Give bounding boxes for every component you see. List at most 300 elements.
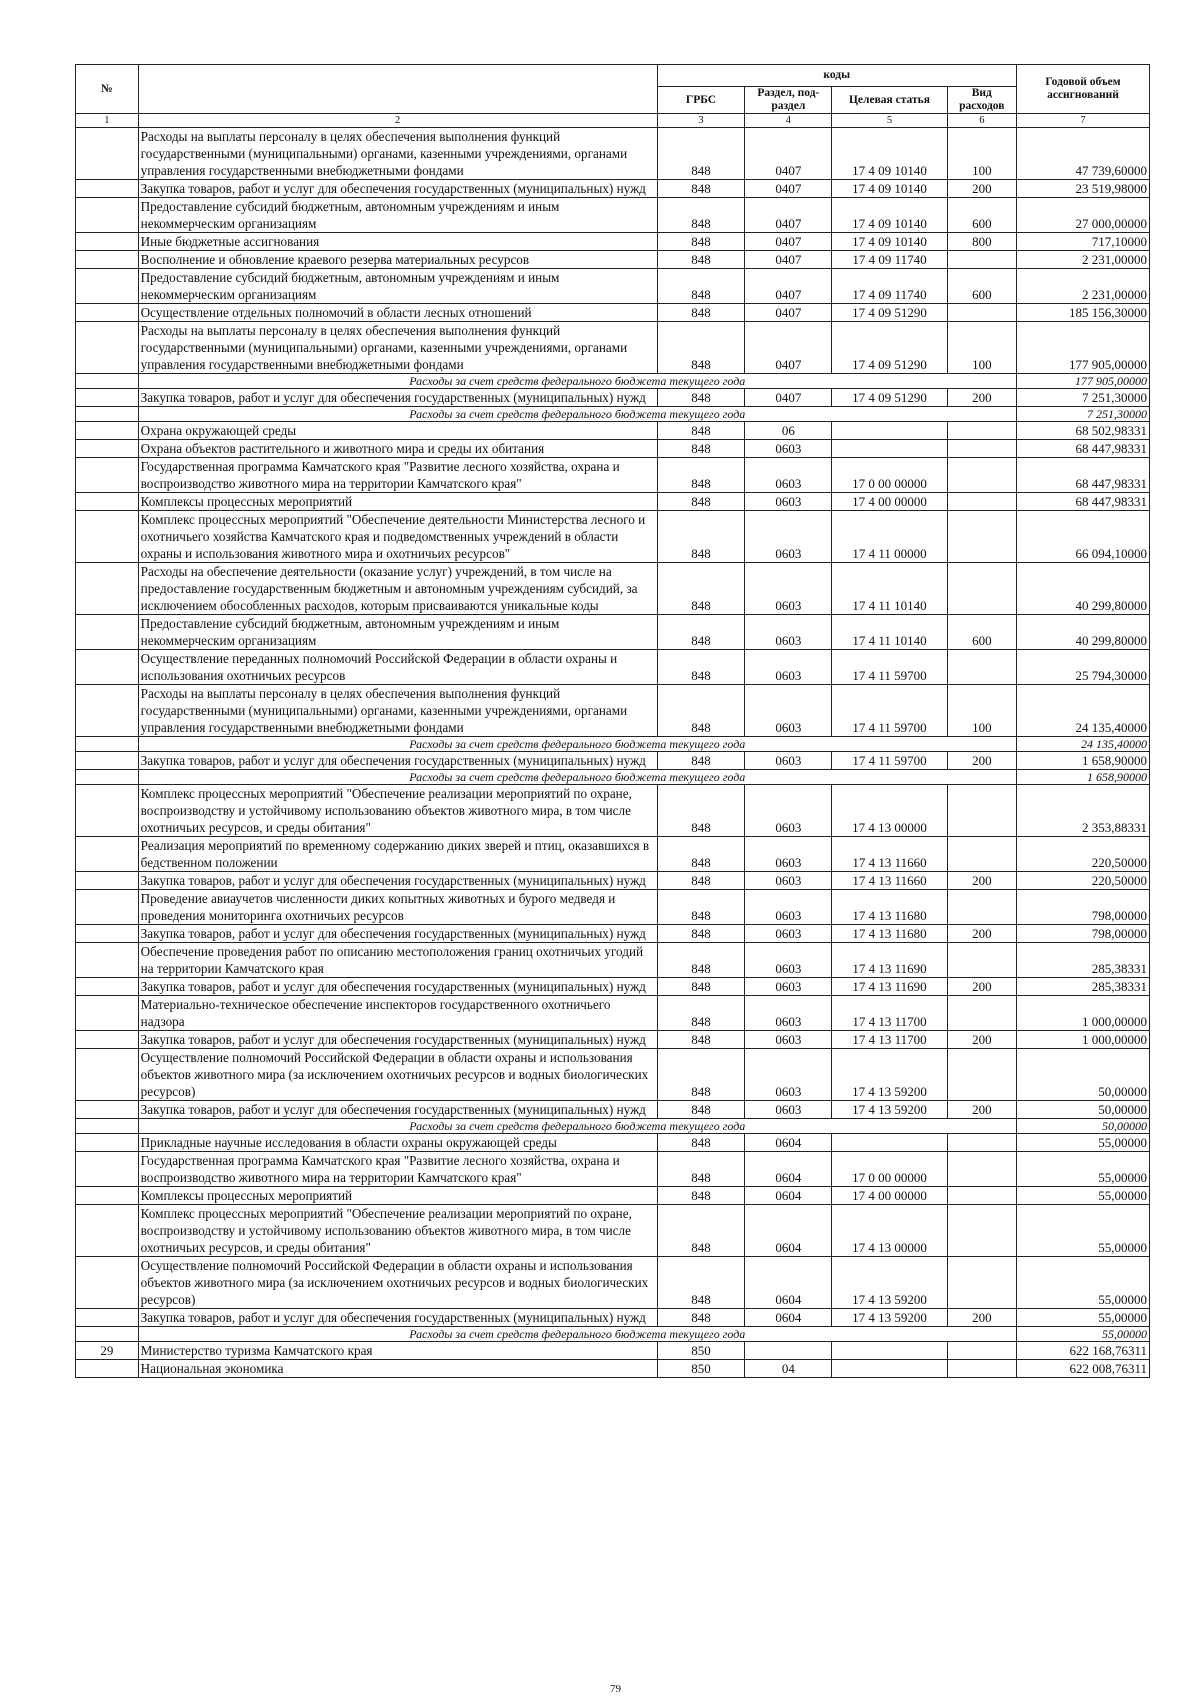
section-cell: 06	[745, 422, 832, 440]
annual-volume-cell: 798,00000	[1016, 890, 1149, 925]
annual-volume-cell: 1 658,90000	[1016, 770, 1149, 785]
annual-volume-cell: 55,00000	[1016, 1327, 1149, 1342]
item-name-cell: Закупка товаров, работ и услуг для обеспечения государственных (муниципальных) нужд	[138, 872, 657, 890]
table-row	[76, 978, 1150, 996]
row-number-cell	[76, 304, 139, 322]
expense-type-cell	[947, 1187, 1016, 1205]
target-item-cell: 17 4 11 10140	[832, 615, 947, 650]
annual-volume-cell: 185 156,30000	[1016, 304, 1149, 322]
section-cell: 0603	[745, 837, 832, 872]
section-cell: 0603	[745, 685, 832, 737]
expense-type-cell: 600	[947, 198, 1016, 233]
expense-type-cell	[947, 422, 1016, 440]
table-row	[76, 1152, 1150, 1187]
item-name-cell: Предоставление субсидий бюджетным, автономным учреждениям и иным некоммерческим организациям	[138, 198, 657, 233]
annual-volume-cell: 1 000,00000	[1016, 996, 1149, 1031]
table-row	[76, 322, 1150, 374]
target-item-cell: 17 4 09 11740	[832, 251, 947, 269]
table-row	[76, 1257, 1150, 1309]
annual-volume-cell: 7 251,30000	[1016, 407, 1149, 422]
section-cell: 0603	[745, 752, 832, 770]
row-number-cell	[76, 1119, 139, 1134]
item-name-cell: Обеспечение проведения работ по описанию местоположения границ охотничьих угодий на территории Камчатского края	[138, 943, 657, 978]
section-cell: 0604	[745, 1205, 832, 1257]
row-number-cell	[76, 943, 139, 978]
annual-volume-cell: 68 447,98331	[1016, 458, 1149, 493]
federal-budget-label: Расходы за счет средств федерального бюджета текущего года	[138, 374, 1016, 389]
federal-budget-label: Расходы за счет средств федерального бюджета текущего года	[138, 1327, 1016, 1342]
annual-volume-cell: 68 447,98331	[1016, 440, 1149, 458]
item-name-cell: Комплексы процессных мероприятий	[138, 1187, 657, 1205]
item-name-cell: Осуществление отдельных полномочий в области лесных отношений	[138, 304, 657, 322]
table-row	[76, 785, 1150, 837]
grbs-cell: 848	[657, 1031, 745, 1049]
target-item-cell	[832, 1134, 947, 1152]
column-number: 2	[138, 114, 657, 128]
item-name-cell: Закупка товаров, работ и услуг для обеспечения государственных (муниципальных) нужд	[138, 1031, 657, 1049]
row-number-cell	[76, 1049, 139, 1101]
expense-type-cell	[947, 1257, 1016, 1309]
item-name-cell: Предоставление субсидий бюджетным, автономным учреждениям и иным некоммерческим организациям	[138, 269, 657, 304]
row-number-cell	[76, 752, 139, 770]
annual-volume-cell: 55,00000	[1016, 1309, 1149, 1327]
row-number-cell	[76, 322, 139, 374]
annual-volume-cell: 2 231,00000	[1016, 251, 1149, 269]
grbs-cell: 850	[657, 1342, 745, 1360]
section-cell: 0603	[745, 440, 832, 458]
annual-volume-cell: 1 000,00000	[1016, 1031, 1149, 1049]
expense-type-cell: 200	[947, 752, 1016, 770]
table-row	[76, 890, 1150, 925]
row-number-cell	[76, 1134, 139, 1152]
item-name-cell: Государственная программа Камчатского края "Развитие лесного хозяйства, охрана и воспроизводство животного мира на территории Камчатского края"	[138, 458, 657, 493]
expense-type-cell: 600	[947, 269, 1016, 304]
federal-budget-row	[76, 770, 1150, 785]
grbs-cell: 848	[657, 1152, 745, 1187]
table-row	[76, 511, 1150, 563]
annual-volume-cell: 177 905,00000	[1016, 322, 1149, 374]
row-number-cell	[76, 1360, 139, 1378]
section-cell: 0603	[745, 615, 832, 650]
grbs-cell: 848	[657, 650, 745, 685]
table-row	[76, 1205, 1150, 1257]
row-number-cell	[76, 1101, 139, 1119]
row-number-cell	[76, 233, 139, 251]
expense-type-cell	[947, 890, 1016, 925]
annual-volume-cell: 24 135,40000	[1016, 737, 1149, 752]
target-item-cell: 17 4 11 10140	[832, 563, 947, 615]
target-item-cell: 17 0 00 00000	[832, 458, 947, 493]
section-cell: 0407	[745, 269, 832, 304]
target-item-cell: 17 4 13 00000	[832, 785, 947, 837]
annual-volume-cell: 50,00000	[1016, 1119, 1149, 1134]
item-name-cell: Расходы на выплаты персоналу в целях обеспечения выполнения функций государственными (муниципальными) органами, казенными учреждениями, органами управления государственными внебюджетными фондами	[138, 685, 657, 737]
section-cell: 0407	[745, 304, 832, 322]
federal-budget-row	[76, 1119, 1150, 1134]
annual-volume-cell: 7 251,30000	[1016, 389, 1149, 407]
item-name-cell: Предоставление субсидий бюджетным, автономным учреждениям и иным некоммерческим организациям	[138, 615, 657, 650]
annual-volume-cell: 798,00000	[1016, 925, 1149, 943]
expense-type-cell	[947, 251, 1016, 269]
target-item-cell: 17 4 13 11700	[832, 1031, 947, 1049]
header-grbs: ГРБС	[657, 87, 745, 114]
table-row	[76, 251, 1150, 269]
header-target-item: Целевая статья	[832, 87, 947, 114]
row-number-cell	[76, 269, 139, 304]
item-name-cell: Закупка товаров, работ и услуг для обеспечения государственных (муниципальных) нужд	[138, 925, 657, 943]
expense-type-cell	[947, 650, 1016, 685]
budget-table-page	[75, 64, 1150, 1378]
row-number-cell	[76, 650, 139, 685]
row-number-cell	[76, 1187, 139, 1205]
expense-type-cell: 200	[947, 925, 1016, 943]
item-name-cell: Закупка товаров, работ и услуг для обеспечения государственных (муниципальных) нужд	[138, 389, 657, 407]
table-row	[76, 1031, 1150, 1049]
section-cell: 0603	[745, 1049, 832, 1101]
section-cell: 0603	[745, 996, 832, 1031]
section-cell: 0603	[745, 493, 832, 511]
expense-type-cell	[947, 785, 1016, 837]
item-name-cell: Комплекс процессных мероприятий "Обеспечение реализации мероприятий по охране, воспроизводству и устойчивому использованию объектов животного мира, в том числе охотничьих ресурсов, и среды обитания"	[138, 1205, 657, 1257]
section-cell: 0603	[745, 563, 832, 615]
section-cell: 0407	[745, 322, 832, 374]
item-name-cell: Комплекс процессных мероприятий "Обеспечение реализации мероприятий по охране, воспроизводству и устойчивому использованию объектов животного мира, в том числе охотничьих ресурсов, и среды обитания"	[138, 785, 657, 837]
grbs-cell: 848	[657, 251, 745, 269]
row-number-cell	[76, 925, 139, 943]
table-row	[76, 996, 1150, 1031]
section-cell: 0407	[745, 233, 832, 251]
target-item-cell: 17 4 09 51290	[832, 389, 947, 407]
table-row	[76, 1342, 1150, 1360]
target-item-cell	[832, 440, 947, 458]
federal-budget-label: Расходы за счет средств федерального бюджета текущего года	[138, 737, 1016, 752]
table-row	[76, 752, 1150, 770]
section-cell: 0604	[745, 1257, 832, 1309]
row-number-cell	[76, 563, 139, 615]
grbs-cell: 848	[657, 563, 745, 615]
annual-volume-cell: 40 299,80000	[1016, 615, 1149, 650]
annual-volume-cell: 55,00000	[1016, 1152, 1149, 1187]
row-number-cell	[76, 1031, 139, 1049]
table-row	[76, 1101, 1150, 1119]
grbs-cell: 848	[657, 180, 745, 198]
federal-budget-label: Расходы за счет средств федерального бюджета текущего года	[138, 1119, 1016, 1134]
row-number-cell	[76, 890, 139, 925]
annual-volume-cell: 40 299,80000	[1016, 563, 1149, 615]
header-name	[138, 65, 657, 114]
grbs-cell: 848	[657, 422, 745, 440]
row-number-cell	[76, 737, 139, 752]
grbs-cell: 848	[657, 128, 745, 180]
table-row	[76, 233, 1150, 251]
expense-type-cell	[947, 1152, 1016, 1187]
row-number-cell	[76, 1205, 139, 1257]
target-item-cell: 17 4 09 10140	[832, 233, 947, 251]
table-row	[76, 422, 1150, 440]
annual-volume-cell: 55,00000	[1016, 1134, 1149, 1152]
table-row	[76, 440, 1150, 458]
target-item-cell: 17 4 11 00000	[832, 511, 947, 563]
table-row	[76, 389, 1150, 407]
header-number: №	[76, 65, 139, 114]
expense-type-cell	[947, 493, 1016, 511]
annual-volume-cell: 285,38331	[1016, 978, 1149, 996]
row-number-cell	[76, 1152, 139, 1187]
table-row	[76, 1309, 1150, 1327]
grbs-cell: 848	[657, 304, 745, 322]
item-name-cell: Комплекс процессных мероприятий "Обеспечение деятельности Министерства лесного и охотничьего хозяйства Камчатского края и подведомственных учреждений в области охраны и использования животного мира и охотничьих ресурсов"	[138, 511, 657, 563]
target-item-cell	[832, 422, 947, 440]
section-cell: 0603	[745, 943, 832, 978]
target-item-cell: 17 4 13 11660	[832, 837, 947, 872]
grbs-cell: 848	[657, 943, 745, 978]
table-row	[76, 128, 1150, 180]
annual-volume-cell: 55,00000	[1016, 1205, 1149, 1257]
table-row	[76, 943, 1150, 978]
expense-type-cell: 100	[947, 322, 1016, 374]
item-name-cell: Охрана объектов растительного и животного мира и среды их обитания	[138, 440, 657, 458]
grbs-cell: 850	[657, 1360, 745, 1378]
expense-type-cell	[947, 563, 1016, 615]
grbs-cell: 848	[657, 1101, 745, 1119]
section-cell: 0604	[745, 1309, 832, 1327]
item-name-cell: Министерство туризма Камчатского края	[138, 1342, 657, 1360]
row-number-cell	[76, 422, 139, 440]
item-name-cell: Государственная программа Камчатского края "Развитие лесного хозяйства, охрана и воспроизводство животного мира на территории Камчатского края"	[138, 1152, 657, 1187]
table-row	[76, 685, 1150, 737]
row-number-cell	[76, 837, 139, 872]
table-row	[76, 1049, 1150, 1101]
header-expense-type: Вид расходов	[947, 87, 1016, 114]
target-item-cell: 17 4 00 00000	[832, 1187, 947, 1205]
target-item-cell: 17 4 13 11690	[832, 978, 947, 996]
row-number-cell	[76, 511, 139, 563]
row-number-cell	[76, 128, 139, 180]
row-number-cell	[76, 493, 139, 511]
target-item-cell: 17 4 13 59200	[832, 1309, 947, 1327]
row-number-cell	[76, 440, 139, 458]
annual-volume-cell: 55,00000	[1016, 1187, 1149, 1205]
target-item-cell: 17 4 13 11680	[832, 890, 947, 925]
target-item-cell	[832, 1342, 947, 1360]
grbs-cell: 848	[657, 890, 745, 925]
grbs-cell: 848	[657, 978, 745, 996]
grbs-cell: 848	[657, 785, 745, 837]
expense-type-cell: 200	[947, 978, 1016, 996]
table-row	[76, 198, 1150, 233]
target-item-cell: 17 4 13 11690	[832, 943, 947, 978]
column-number: 6	[947, 114, 1016, 128]
target-item-cell: 17 4 13 11680	[832, 925, 947, 943]
budget-table	[75, 64, 1150, 1378]
grbs-cell: 848	[657, 837, 745, 872]
row-number-cell	[76, 785, 139, 837]
grbs-cell: 848	[657, 458, 745, 493]
grbs-cell: 848	[657, 1257, 745, 1309]
table-row	[76, 304, 1150, 322]
expense-type-cell: 200	[947, 389, 1016, 407]
item-name-cell: Закупка товаров, работ и услуг для обеспечения государственных (муниципальных) нужд	[138, 752, 657, 770]
table-row	[76, 837, 1150, 872]
annual-volume-cell: 50,00000	[1016, 1101, 1149, 1119]
row-number-cell	[76, 685, 139, 737]
item-name-cell: Закупка товаров, работ и услуг для обеспечения государственных (муниципальных) нужд	[138, 1101, 657, 1119]
target-item-cell: 17 4 13 00000	[832, 1205, 947, 1257]
expense-type-cell: 100	[947, 128, 1016, 180]
annual-volume-cell: 68 447,98331	[1016, 493, 1149, 511]
target-item-cell: 17 4 09 51290	[832, 304, 947, 322]
table-row	[76, 872, 1150, 890]
section-cell: 0407	[745, 251, 832, 269]
grbs-cell: 848	[657, 389, 745, 407]
expense-type-cell: 200	[947, 1031, 1016, 1049]
expense-type-cell	[947, 304, 1016, 322]
row-number-cell	[76, 1257, 139, 1309]
table-row	[76, 458, 1150, 493]
section-cell: 0407	[745, 389, 832, 407]
expense-type-cell	[947, 1049, 1016, 1101]
column-number: 4	[745, 114, 832, 128]
section-cell: 0603	[745, 785, 832, 837]
section-cell: 0603	[745, 511, 832, 563]
target-item-cell: 17 4 00 00000	[832, 493, 947, 511]
annual-volume-cell: 717,10000	[1016, 233, 1149, 251]
column-number: 1	[76, 114, 139, 128]
table-row	[76, 563, 1150, 615]
federal-budget-label: Расходы за счет средств федерального бюджета текущего года	[138, 407, 1016, 422]
annual-volume-cell: 66 094,10000	[1016, 511, 1149, 563]
column-number-row	[76, 114, 1150, 128]
section-cell: 0603	[745, 1031, 832, 1049]
item-name-cell: Реализация мероприятий по временному содержанию диких зверей и птиц, оказавшихся в бедственном положении	[138, 837, 657, 872]
item-name-cell: Осуществление переданных полномочий Российской Федерации в области охраны и использования охотничьих ресурсов	[138, 650, 657, 685]
target-item-cell: 17 4 09 10140	[832, 128, 947, 180]
page-number: 79	[610, 1683, 621, 1695]
table-row	[76, 493, 1150, 511]
grbs-cell: 848	[657, 440, 745, 458]
expense-type-cell	[947, 943, 1016, 978]
expense-type-cell	[947, 1205, 1016, 1257]
target-item-cell: 17 4 11 59700	[832, 650, 947, 685]
federal-budget-label: Расходы за счет средств федерального бюджета текущего года	[138, 770, 1016, 785]
expense-type-cell	[947, 1342, 1016, 1360]
item-name-cell: Осуществление полномочий Российской Федерации в области охраны и использования объектов животного мира (за исключением охотничьих ресурсов и водных биологических ресурсов)	[138, 1049, 657, 1101]
row-number-cell: 29	[76, 1342, 139, 1360]
row-number-cell	[76, 251, 139, 269]
expense-type-cell	[947, 996, 1016, 1031]
expense-type-cell	[947, 440, 1016, 458]
grbs-cell: 848	[657, 615, 745, 650]
grbs-cell: 848	[657, 1205, 745, 1257]
grbs-cell: 848	[657, 493, 745, 511]
target-item-cell: 17 4 13 59200	[832, 1257, 947, 1309]
row-number-cell	[76, 374, 139, 389]
header-codes: коды	[657, 65, 1016, 87]
grbs-cell: 848	[657, 198, 745, 233]
item-name-cell: Восполнение и обновление краевого резерва материальных ресурсов	[138, 251, 657, 269]
annual-volume-cell: 220,50000	[1016, 837, 1149, 872]
item-name-cell: Комплексы процессных мероприятий	[138, 493, 657, 511]
item-name-cell: Закупка товаров, работ и услуг для обеспечения государственных (муниципальных) нужд	[138, 978, 657, 996]
item-name-cell: Закупка товаров, работ и услуг для обеспечения государственных (муниципальных) нужд	[138, 180, 657, 198]
section-cell	[745, 1342, 832, 1360]
column-number: 7	[1016, 114, 1149, 128]
target-item-cell: 17 4 13 59200	[832, 1101, 947, 1119]
expense-type-cell	[947, 458, 1016, 493]
annual-volume-cell: 622 008,76311	[1016, 1360, 1149, 1378]
grbs-cell: 848	[657, 1049, 745, 1101]
section-cell: 0407	[745, 180, 832, 198]
header-section: Раздел, под-раздел	[745, 87, 832, 114]
annual-volume-cell: 50,00000	[1016, 1049, 1149, 1101]
table-row	[76, 269, 1150, 304]
section-cell: 0603	[745, 978, 832, 996]
target-item-cell: 17 4 13 59200	[832, 1049, 947, 1101]
annual-volume-cell: 177 905,00000	[1016, 374, 1149, 389]
federal-budget-row	[76, 737, 1150, 752]
expense-type-cell	[947, 1134, 1016, 1152]
expense-type-cell: 800	[947, 233, 1016, 251]
expense-type-cell: 600	[947, 615, 1016, 650]
federal-budget-row	[76, 1327, 1150, 1342]
section-cell: 0604	[745, 1152, 832, 1187]
federal-budget-row	[76, 374, 1150, 389]
table-row	[76, 1187, 1150, 1205]
target-item-cell	[832, 1360, 947, 1378]
grbs-cell: 848	[657, 269, 745, 304]
target-item-cell: 17 4 09 10140	[832, 180, 947, 198]
target-item-cell: 17 4 09 10140	[832, 198, 947, 233]
row-number-cell	[76, 1327, 139, 1342]
grbs-cell: 848	[657, 1187, 745, 1205]
expense-type-cell	[947, 511, 1016, 563]
annual-volume-cell: 1 658,90000	[1016, 752, 1149, 770]
item-name-cell: Проведение авиаучетов численности диких копытных животных и бурого медведя и проведения мониторинга охотничьих ресурсов	[138, 890, 657, 925]
target-item-cell: 17 4 11 59700	[832, 752, 947, 770]
annual-volume-cell: 622 168,76311	[1016, 1342, 1149, 1360]
row-number-cell	[76, 198, 139, 233]
item-name-cell: Осуществление полномочий Российской Федерации в области охраны и использования объектов животного мира (за исключением охотничьих ресурсов и водных биологических ресурсов)	[138, 1257, 657, 1309]
annual-volume-cell: 23 519,98000	[1016, 180, 1149, 198]
column-number: 3	[657, 114, 745, 128]
grbs-cell: 848	[657, 1309, 745, 1327]
annual-volume-cell: 47 739,60000	[1016, 128, 1149, 180]
annual-volume-cell: 25 794,30000	[1016, 650, 1149, 685]
section-cell: 0603	[745, 925, 832, 943]
grbs-cell: 848	[657, 872, 745, 890]
column-number: 5	[832, 114, 947, 128]
grbs-cell: 848	[657, 685, 745, 737]
section-cell: 0604	[745, 1134, 832, 1152]
section-cell: 0604	[745, 1187, 832, 1205]
section-cell: 0603	[745, 1101, 832, 1119]
row-number-cell	[76, 770, 139, 785]
row-number-cell	[76, 978, 139, 996]
grbs-cell: 848	[657, 752, 745, 770]
annual-volume-cell: 24 135,40000	[1016, 685, 1149, 737]
expense-type-cell: 200	[947, 1309, 1016, 1327]
expense-type-cell: 200	[947, 180, 1016, 198]
item-name-cell: Иные бюджетные ассигнования	[138, 233, 657, 251]
table-row	[76, 615, 1150, 650]
table-row	[76, 650, 1150, 685]
item-name-cell: Расходы на выплаты персоналу в целях обеспечения выполнения функций государственными (муниципальными) органами, казенными учреждениями, органами управления государственными внебюджетными фондами	[138, 128, 657, 180]
grbs-cell: 848	[657, 511, 745, 563]
target-item-cell: 17 4 13 11700	[832, 996, 947, 1031]
target-item-cell: 17 4 09 51290	[832, 322, 947, 374]
section-cell: 0603	[745, 890, 832, 925]
row-number-cell	[76, 389, 139, 407]
